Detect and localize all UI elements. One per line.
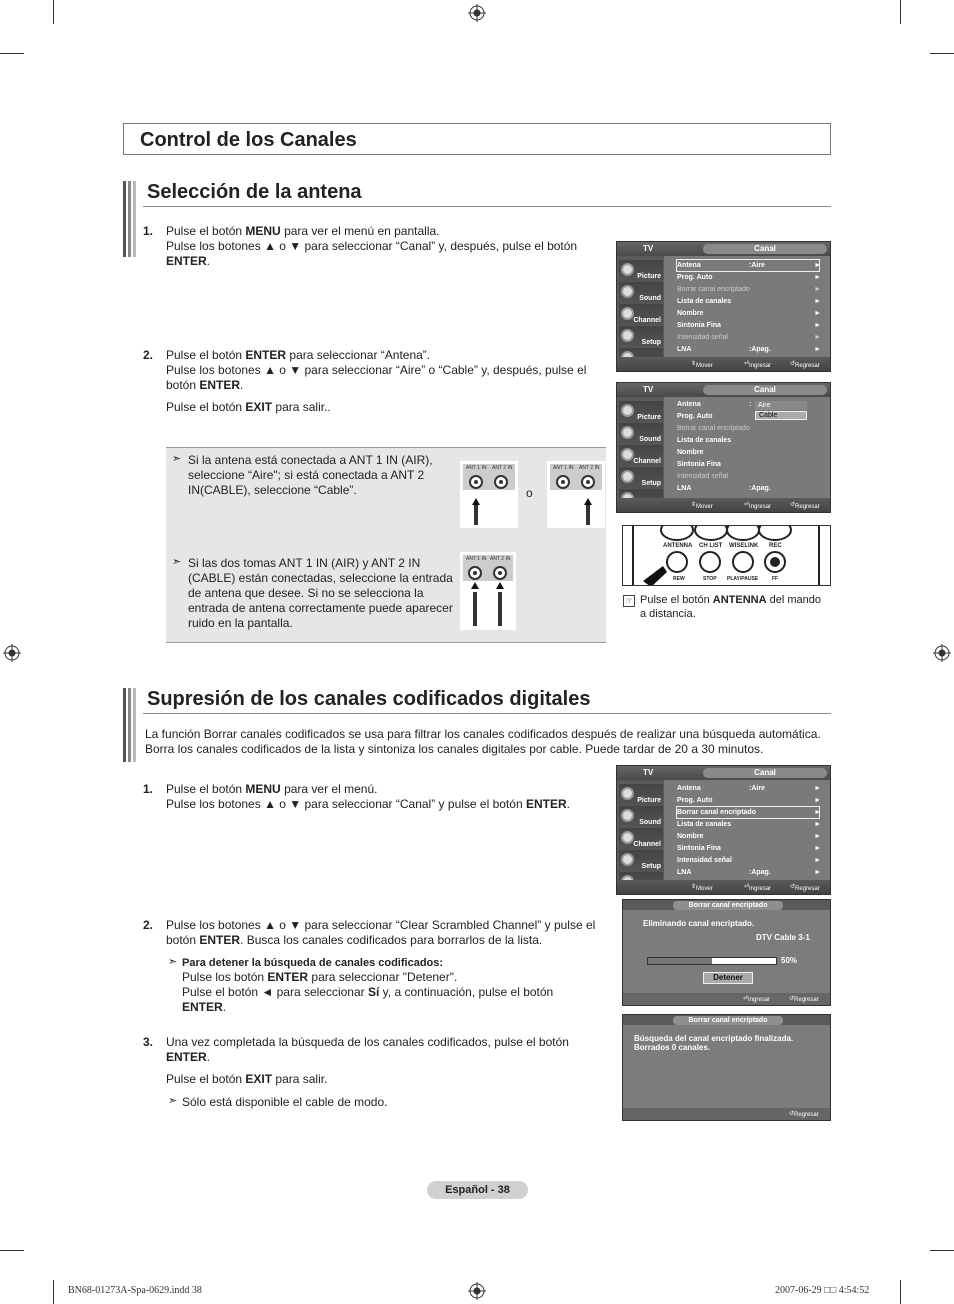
- stop-instructions: Para detener la búsqueda de canales codificados: Pulse los botón ENTER para seleccionar "Detener". Pulse el botón ◄ para seleccionar Sí y, a continuación, pulse el botón ENTER.: [182, 957, 554, 1014]
- page-title: Control de los Canales: [140, 129, 357, 151]
- remote-ff-label: FF: [772, 576, 779, 582]
- tv-menu-screenshot: TV Canal Picture Sound Channel Setup Antena :Aire ► Prog. Auto ► Borrar canal encriptado ► Lista de canales ► Nombre ► Sintonia Fina ► Intensidad señal ► LNA :Apag. ► ⇕ Mover ⏎ Ingresar ↺ Regresar: [616, 765, 831, 895]
- section-title: Supresión de los canales codificados digitales: [147, 688, 591, 710]
- section-bar: [123, 181, 136, 257]
- remote-antenna-button[interactable]: ANTENNA: [663, 543, 693, 549]
- antenna-connector-icon: [551, 465, 601, 525]
- remote-play-label: PLAY/PAUSE: [727, 576, 759, 582]
- section-underline: [143, 713, 831, 714]
- antenna-connector-icon: [463, 556, 513, 628]
- step-text: Pulse el botón MENU para ver el menú en pantalla. Pulse los botones ▲ o ▼ para seleccionar “Canal” y, después, pulse el botón ENTER.: [166, 224, 578, 268]
- registration-mark-icon: [933, 644, 951, 662]
- page-header: [123, 123, 831, 155]
- ant-label: ANT 2 IN: [490, 556, 511, 562]
- antenna-diagram-air: [460, 461, 518, 528]
- remote-rec-button[interactable]: REC: [769, 543, 782, 549]
- setup-icon: Setup: [619, 326, 663, 348]
- page-number-badge: Español - 38: [427, 1181, 528, 1199]
- section-underline: [143, 206, 831, 207]
- scan-dialog: Borrar canal encriptado Eliminando canal encriptado. DTV Cable 3-1 50% Detener ⏎ Ingresar ↺ Regresar: [622, 899, 831, 1006]
- section-title: Selección de la antena: [147, 181, 362, 203]
- registration-mark-icon: [3, 644, 21, 662]
- picture-icon: Picture: [619, 260, 663, 282]
- option-cable[interactable]: Cable: [755, 411, 807, 420]
- note-text: Sólo está disponible el cable de modo.: [182, 1095, 388, 1109]
- footer-file: BN68-01273A-Spa-0629.indd 38: [68, 1285, 202, 1296]
- step-number: 2.: [143, 918, 154, 932]
- remote-control-image: [622, 525, 831, 586]
- sound-icon: Sound: [619, 282, 663, 304]
- option-aire[interactable]: Aire: [755, 401, 807, 410]
- antenna-diagram-both: [460, 552, 516, 630]
- dialog-count: Borrados 0 canales.: [634, 1043, 711, 1052]
- antenna-diagram-cable: [547, 461, 605, 528]
- channel-icon: Channel: [619, 828, 663, 850]
- step-text: Una vez completada la búsqueda de los canales codificados, pulse el botón ENTER.: [166, 1035, 569, 1064]
- picture-icon: Picture: [619, 401, 663, 423]
- progress-bar: [647, 957, 777, 965]
- remote-wiselink-button[interactable]: WISELINK: [729, 543, 759, 549]
- tv-menu-screenshot: TV Canal Picture Sound Channel Setup Antena : Aire Prog. Auto Cable Borrar canal encriptado Lista de canales Nombre Sintonia Fina Intensidad señal LNA :Apag. ⇕ Mover ⏎ Ingresar ↺ Regresar: [616, 382, 831, 513]
- picture-icon: Picture: [619, 784, 663, 806]
- registration-mark-icon: [468, 1282, 486, 1300]
- channel-icon: Channel: [619, 304, 663, 326]
- ant-label: ANT 2 IN: [579, 465, 600, 471]
- dialog-status: Eliminando canal encriptado.: [643, 919, 755, 928]
- registration-mark-icon: [468, 4, 486, 22]
- progress-percent: 50%: [781, 956, 798, 965]
- ant-label: ANT 1 IN: [466, 465, 487, 471]
- stop-button[interactable]: Detener: [703, 972, 753, 984]
- remote-chlist-button[interactable]: CH LIST: [699, 543, 723, 549]
- ant-label: ANT 2 IN: [492, 465, 513, 471]
- remote-rew-label: REW: [673, 576, 685, 582]
- note-text: Si la antena está conectada a ANT 1 IN (AIR), seleccione “Aire"; si está conectada a ANT 2 IN(CABLE), seleccione “Cable”.: [188, 453, 433, 497]
- intro-text: La función Borrar canales codificados se usa para filtrar los canales codificados después de realizar una búsqueda automática. Borra los canales codificados de la lista y sintoniza los canales digitales por cable. Puede tardar de 20 a 30 minutos.: [145, 727, 821, 756]
- sound-icon: Sound: [619, 423, 663, 445]
- step-text: Pulse los botones ▲ o ▼ para seleccionar “Clear Scrambled Channel” y pulse el botón ENTER. Busca los canales codificados para borrarlos de la lista.: [166, 918, 596, 947]
- note-arrow-icon: ➣: [172, 556, 182, 568]
- dialog-channel: DTV Cable 3-1: [756, 933, 810, 942]
- tv-menu-screenshot: TV Canal Picture Sound Channel Setup Antena :Aire ► Prog. Auto ► Borrar canal encriptado ► Lista de canales ► Nombre ► Sintonia Fina ► Intensidad señal ► LNA :Apag. ► ⇕ Mover ⏎ Ingresar ↺ Regresar: [616, 241, 831, 372]
- remote-stop-label: STOP: [703, 576, 717, 582]
- sound-icon: Sound: [619, 806, 663, 828]
- note-text: Si las dos tomas ANT 1 IN (AIR) y ANT 2 IN (CABLE) están conectadas, seleccione la entrada de antena que desee. Si no se selecciona la entrada de antena correctamente puede aparecer ruido en la pantalla.: [188, 556, 453, 630]
- note-arrow-icon: ➣: [172, 453, 182, 465]
- step-number: 1.: [143, 224, 154, 238]
- step-number: 3.: [143, 1035, 154, 1049]
- step-number: 1.: [143, 782, 154, 796]
- step-text: Pulse el botón MENU para ver el menú. Pulse los botones ▲ o ▼ para seleccionar “Canal” y pulse el botón ENTER.: [166, 782, 570, 811]
- remote-hand-icon: ☞: [623, 595, 635, 607]
- note-arrow-icon: ➣: [168, 1095, 178, 1107]
- step-text: Pulse el botón EXIT para salir..: [166, 400, 331, 414]
- note-arrow-icon: ➣: [168, 956, 178, 968]
- footer-date: 2007-06-29 □□ 4:54:52: [775, 1285, 870, 1296]
- step-number: 2.: [143, 348, 154, 362]
- setup-icon: Setup: [619, 467, 663, 489]
- ant-label: ANT 1 IN: [553, 465, 574, 471]
- or-label: o: [526, 486, 533, 500]
- remote-note: Pulse el botón ANTENNA del mando a distancia.: [640, 594, 821, 620]
- section-bar: [123, 688, 136, 762]
- dialog-result: Búsqueda del canal encriptado finalizada.: [634, 1034, 794, 1043]
- channel-icon: Channel: [619, 445, 663, 467]
- setup-icon: Setup: [619, 850, 663, 872]
- ant-label: ANT 1 IN: [466, 556, 487, 562]
- step-text: Pulse el botón EXIT para salir.: [166, 1072, 328, 1086]
- result-dialog: Borrar canal encriptado Búsqueda del canal encriptado finalizada. Borrados 0 canales. ↺ Regresar: [622, 1014, 831, 1121]
- antenna-connector-icon: [464, 465, 514, 525]
- step-text: Pulse el botón ENTER para seleccionar “Antena”. Pulse los botones ▲ o ▼ para seleccionar “Aire” o “Cable” y, después, pulse el botón ENTER.: [166, 348, 587, 392]
